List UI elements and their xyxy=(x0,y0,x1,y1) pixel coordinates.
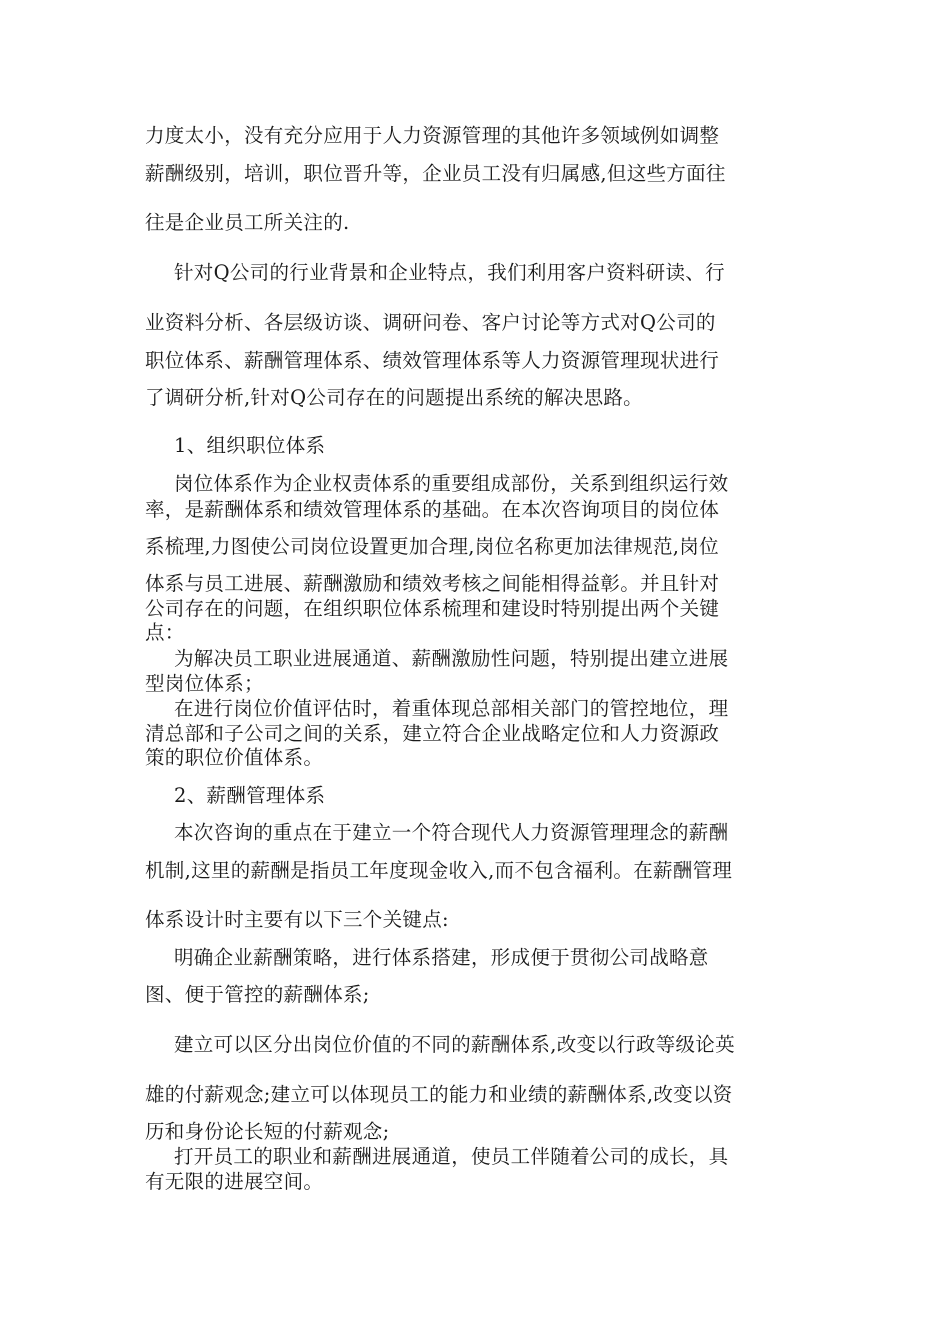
text-line: 机制,这里的薪酬是指员工年度现金收入,而不包含福利。在薪酬管理 xyxy=(145,859,733,882)
text-line: 职位体系、薪酬管理体系、绩效管理体系等人力资源管理现状进行 xyxy=(145,349,720,372)
text-line: 公司存在的问题，在组织职位体系梳理和建设时特别提出两个关键 xyxy=(145,597,720,620)
text-line: 明确企业薪酬策略，进行体系搭建，形成便于贯彻公司战略意 xyxy=(174,946,709,969)
text-line: 为解决员工职业进展通道、薪酬激励性问题，特别提出建立进展 xyxy=(174,647,729,670)
text-line: 策的职位价值体系。 xyxy=(145,746,324,769)
text-line: 率，是薪酬体系和绩效管理体系的基础。在本次咨询项目的岗位体 xyxy=(145,498,720,521)
text-line: 业资料分析、各层级访谈、调研问卷、客户讨论等方式对Q公司的 xyxy=(145,311,716,334)
text-line: 打开员工的职业和薪酬进展通道，使员工伴随着公司的成长，具 xyxy=(174,1145,729,1168)
text-line: 有无限的进展空间。 xyxy=(145,1170,324,1193)
text-line: 历和身份论长短的付薪观念; xyxy=(145,1120,390,1143)
text-line: 力度太小，没有充分应用于人力资源管理的其他许多领域例如调整 xyxy=(145,124,720,147)
text-line: 往是企业员工所关注的. xyxy=(145,211,350,234)
text-line: 建立可以区分出岗位价值的不同的薪酬体系,改变以行政等级论英 xyxy=(174,1033,735,1056)
text-line: 本次咨询的重点在于建立一个符合现代人力资源管理理念的薪酬 xyxy=(174,821,729,844)
text-line: 系梳理,力图使公司岗位设置更加合理,岗位名称更加法律规范,岗位 xyxy=(145,535,719,558)
text-line: 图、便于管控的薪酬体系; xyxy=(145,983,370,1006)
section-heading: 1、组织职位体系 xyxy=(174,434,326,457)
text-line: 岗位体系作为企业权责体系的重要组成部份，关系到组织运行效 xyxy=(174,472,729,495)
text-line: 薪酬级别，培训，职位晋升等，企业员工没有归属感,但这些方面往 xyxy=(145,162,726,185)
text-line: 在进行岗位价值评估时，着重体现总部相关部门的管控地位，理 xyxy=(174,697,729,720)
section-heading: 2、薪酬管理体系 xyxy=(174,784,326,807)
text-line: 针对Q公司的行业背景和企业特点，我们利用客户资料研读、行 xyxy=(174,261,725,284)
text-line: 体系与员工进展、薪酬激励和绩效考核之间能相得益彰。并且针对 xyxy=(145,572,720,595)
text-line: 雄的付薪观念;建立可以体现员工的能力和业绩的薪酬体系,改变以资 xyxy=(145,1083,733,1106)
text-line: 了调研分析,针对Q公司存在的问题提出系统的解决思路。 xyxy=(145,386,643,409)
text-line: 体系设计时主要有以下三个关键点: xyxy=(145,908,449,931)
text-line: 型岗位体系； xyxy=(145,672,264,695)
text-line: 点： xyxy=(145,621,185,644)
text-line: 清总部和子公司之间的关系，建立符合企业战略定位和人力资源政 xyxy=(145,722,720,745)
